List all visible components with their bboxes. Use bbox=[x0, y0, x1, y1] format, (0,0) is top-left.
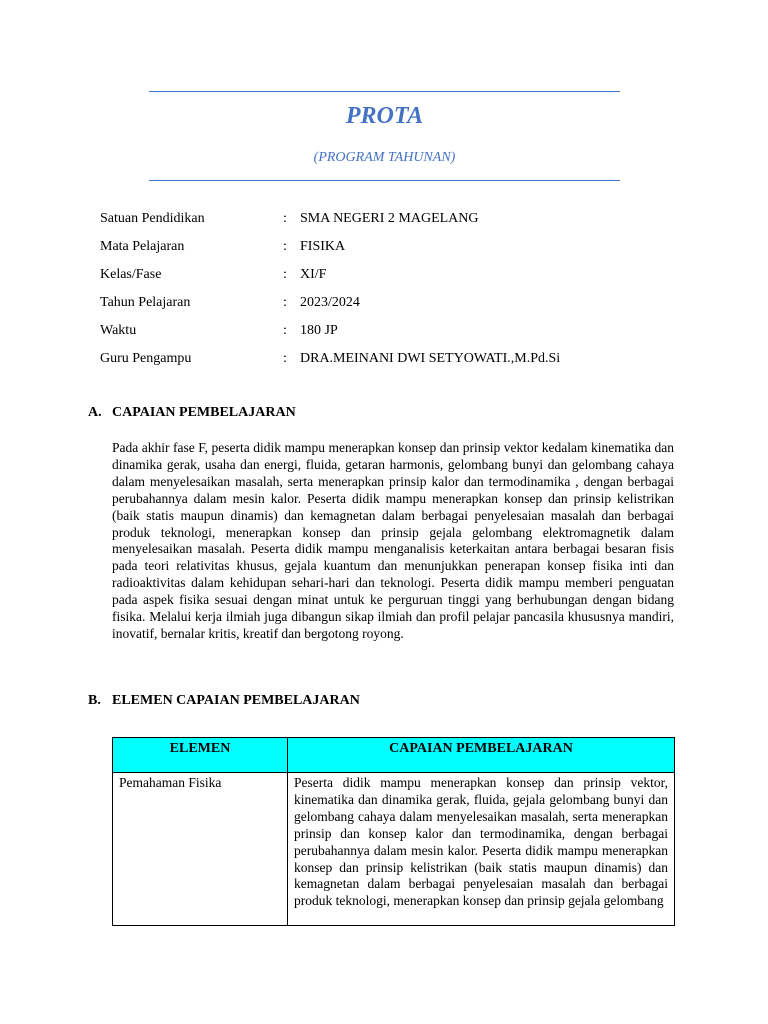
info-label: Satuan Pendidikan bbox=[100, 211, 205, 226]
info-value: DRA.MEINANI DWI SETYOWATI.,M.Pd.Si bbox=[300, 351, 561, 366]
header-capaian: CAPAIAN PEMBELAJARAN bbox=[288, 738, 675, 773]
section-a-heading bbox=[88, 405, 296, 421]
info-row-waktu bbox=[100, 323, 560, 351]
info-colon: : bbox=[283, 351, 287, 366]
cell-capaian: Peserta didik mampu menerapkan konsep dan prinsip vektor, kinematika dan dinamika gerak, fluida, gejala gelombang bunyi dan gelombang cahaya dalam menyelesaikan masalah, serta menerapkan prinsip dan konsep kalor dan termodinamika, dengan berbagai perubahannya dalam mesin kalor. Peserta didik mampu menerapkan konsep dan prinsip kelistrikan (baik statis maupun dinamis) dan kemagnetan dalam berbagai penyelesaian masalah dan berbagai produk teknologi, menerapkan konsep dan prinsip gejala gelombang bbox=[288, 773, 675, 926]
info-value: XI/F bbox=[300, 267, 327, 282]
section-b-heading bbox=[88, 693, 360, 709]
info-label: Guru Pengampu bbox=[100, 351, 192, 366]
section-title: CAPAIAN PEMBELAJARAN bbox=[112, 405, 296, 420]
identity-block bbox=[100, 211, 560, 379]
page-title: PROTA bbox=[345, 103, 424, 129]
section-letter: B. bbox=[88, 693, 101, 708]
info-value: FISIKA bbox=[300, 239, 346, 254]
info-value: 180 JP bbox=[300, 323, 338, 338]
info-row-kelas-fase bbox=[100, 267, 560, 295]
table-row bbox=[113, 773, 675, 926]
info-label: Kelas/Fase bbox=[100, 267, 162, 282]
info-row-tahun-pelajaran bbox=[100, 295, 560, 323]
info-label: Waktu bbox=[100, 323, 137, 338]
info-value: 2023/2024 bbox=[300, 295, 360, 310]
bottom-rule bbox=[149, 180, 620, 181]
info-colon: : bbox=[283, 267, 287, 282]
info-colon: : bbox=[283, 211, 287, 226]
cell-elemen: Pemahaman Fisika bbox=[113, 773, 288, 926]
info-colon: : bbox=[283, 323, 287, 338]
info-value: SMA NEGERI 2 MAGELANG bbox=[300, 211, 479, 226]
info-row-guru-pengampu bbox=[100, 351, 560, 379]
header-elemen: ELEMEN bbox=[113, 738, 288, 773]
page-subtitle: (PROGRAM TAHUNAN) bbox=[313, 150, 456, 165]
elemen-table bbox=[112, 737, 675, 926]
info-colon: : bbox=[283, 239, 287, 254]
top-rule bbox=[149, 91, 620, 92]
info-label: Mata Pelajaran bbox=[100, 239, 185, 254]
info-label: Tahun Pelajaran bbox=[100, 295, 191, 310]
capaian-paragraph: Pada akhir fase F, peserta didik mampu menerapkan konsep dan prinsip vektor kedalam kinematika dan dinamika gerak, usaha dan energi, fluida, getaran harmonis, gelombang bunyi dan gelombang cahaya dalam menyelesaikan masalah, serta menerapkan prinsip kalor dan termodinamika , dengan berbagai perubahannya dalam mesin kalor. Peserta didik mampu menerapkan konsep dan prinsip kelistrikan (baik statis maupun dinamis) dan kemagnetan dalam berbagai penyelesaian masalah dan berbagai produk teknologi, menerapkan konsep dan prinsip gejala gelombang elektromagnetik dalam menyelesaikan masalah. Peserta didik mampu menganalisis keterkaitan antara berbagai besaran fisis pada teori relativitas khusus, gejala kuantum dan menunjukkan penerapan konsep fisika inti dan radioaktivitas dalam kehidupan sehari-hari dan teknologi. Peserta didik mampu memberi penguatan pada aspek fisika sesuai dengan minat untuk ke perguruan tinggi yang berhubungan dengan bidang fisika. Melalui kerja ilmiah juga dibangun sikap ilmiah dan profil pelajar pancasila khususnya mandiri, inovatif, bernalar kritis, kreatif dan bergotong royong. bbox=[112, 440, 674, 641]
info-row-satuan-pendidikan bbox=[100, 211, 560, 239]
section-letter: A. bbox=[88, 405, 102, 420]
info-colon: : bbox=[283, 295, 287, 310]
table-header-row bbox=[113, 738, 675, 773]
info-row-mata-pelajaran bbox=[100, 239, 560, 267]
section-title: ELEMEN CAPAIAN PEMBELAJARAN bbox=[112, 693, 360, 708]
